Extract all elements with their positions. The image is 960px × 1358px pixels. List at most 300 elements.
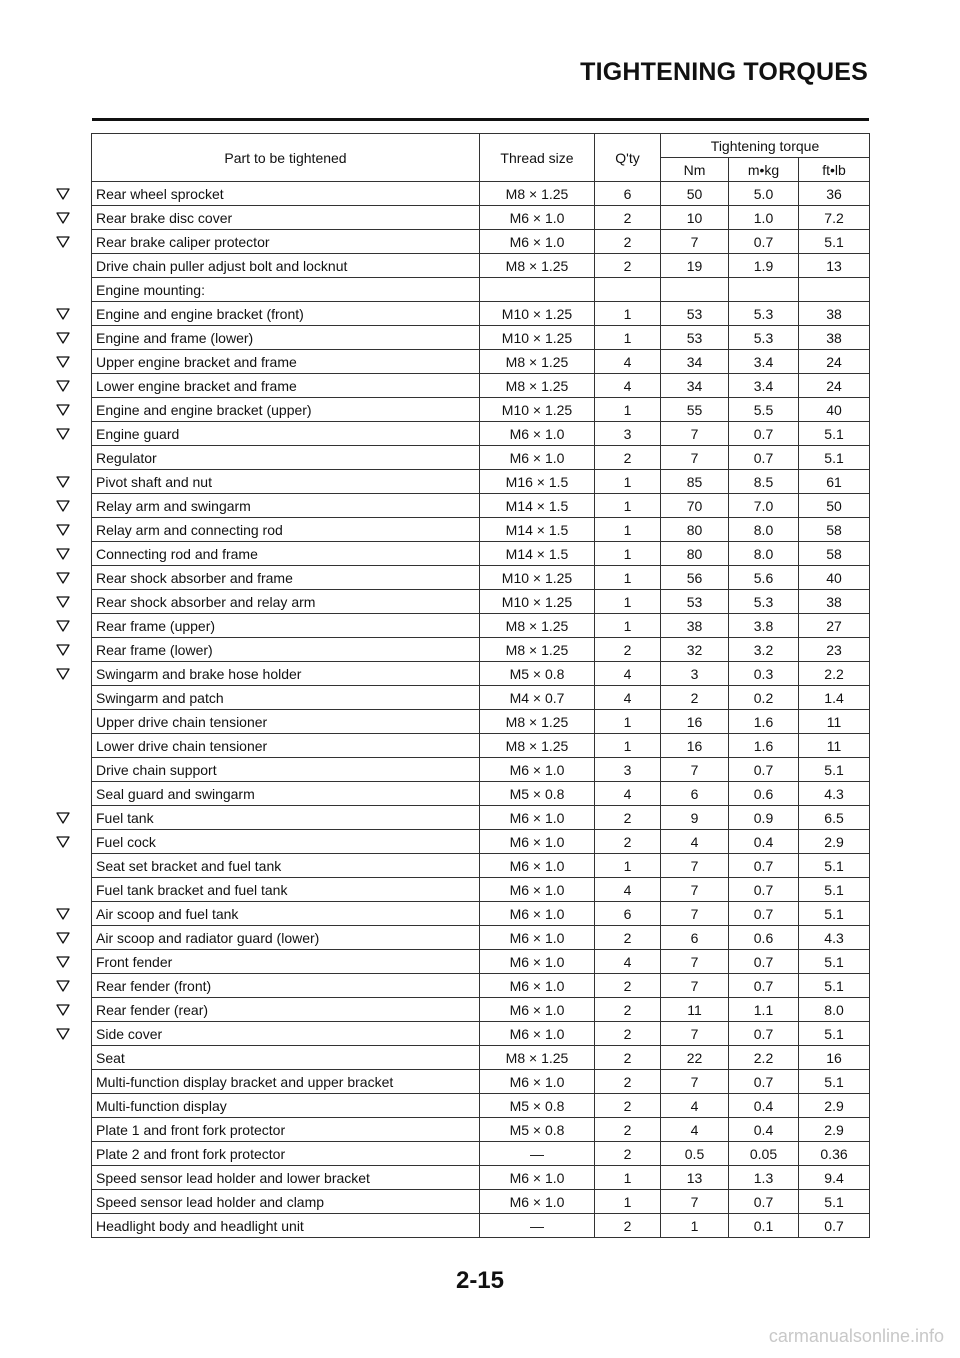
table-row [92,710,870,734]
torque-ftlb-cell: 6.5 [799,806,870,830]
triangle-mark-icon [56,188,72,202]
torque-ftlb-cell: 4.3 [799,926,870,950]
part-cell: Engine guard [92,422,480,446]
torque-nm-cell: 1 [661,1214,729,1238]
part-cell: Rear frame (lower) [92,638,480,662]
part-cell: Speed sensor lead holder and lower bracket [92,1166,480,1190]
triangle-mark-icon [56,596,72,610]
table-row [92,254,870,278]
part-cell: Drive chain support [92,758,480,782]
torque-mkg-cell: 3.4 [729,350,799,374]
torque-ftlb-cell: 5.1 [799,974,870,998]
header-part: Part to be tightened [92,134,480,182]
torque-ftlb-cell: 1.4 [799,686,870,710]
torque-nm-cell: 7 [661,1070,729,1094]
quantity-cell: 2 [595,446,661,470]
torque-nm-cell: 7 [661,854,729,878]
table-row [92,974,870,998]
table-row [92,878,870,902]
torque-ftlb-cell: 5.1 [799,1070,870,1094]
triangle-mark-icon [56,980,72,994]
torque-nm-cell: 53 [661,590,729,614]
table-row [92,638,870,662]
torque-mkg-cell: 0.7 [729,854,799,878]
torque-nm-cell: 7 [661,446,729,470]
torque-ftlb-cell: 38 [799,590,870,614]
torque-nm-cell: 4 [661,1118,729,1142]
triangle-mark-icon [56,620,72,634]
quantity-cell: 2 [595,998,661,1022]
quantity-cell: 6 [595,902,661,926]
torque-mkg-cell: 0.9 [729,806,799,830]
torque-ftlb-cell: 5.1 [799,878,870,902]
torque-mkg-cell: 3.2 [729,638,799,662]
triangle-mark-icon [56,212,72,226]
torque-mkg-cell: 1.9 [729,254,799,278]
torque-mkg-cell: 1.1 [729,998,799,1022]
torque-mkg-cell: 1.0 [729,206,799,230]
header-tightening-torque: Tightening torque [661,134,870,158]
thread-size-cell: — [480,1214,595,1238]
quantity-cell: 3 [595,758,661,782]
torque-nm-cell: 6 [661,926,729,950]
thread-size-cell: M6 × 1.0 [480,926,595,950]
torque-mkg-cell: 7.0 [729,494,799,518]
thread-size-cell: M5 × 0.8 [480,662,595,686]
thread-size-cell: M8 × 1.25 [480,350,595,374]
table-row [92,1046,870,1070]
torque-mkg-cell: 0.05 [729,1142,799,1166]
thread-size-cell: M6 × 1.0 [480,1190,595,1214]
torque-nm-cell: 10 [661,206,729,230]
torque-ftlb-cell: 2.9 [799,830,870,854]
torque-ftlb-cell: 0.36 [799,1142,870,1166]
thread-size-cell: M6 × 1.0 [480,878,595,902]
part-cell: Engine and engine bracket (upper) [92,398,480,422]
table-row [92,422,870,446]
thread-size-cell: M6 × 1.0 [480,830,595,854]
table-row [92,1070,870,1094]
thread-size-cell: M6 × 1.0 [480,758,595,782]
table-row [92,446,870,470]
torque-mkg-cell [729,278,799,302]
torque-nm-cell: 7 [661,758,729,782]
thread-size-cell: M6 × 1.0 [480,902,595,926]
torque-nm-cell: 85 [661,470,729,494]
table-row [92,566,870,590]
table-row [92,1166,870,1190]
part-cell: Rear shock absorber and relay arm [92,590,480,614]
torque-ftlb-cell: 38 [799,302,870,326]
torque-nm-cell: 34 [661,350,729,374]
part-cell: Air scoop and radiator guard (lower) [92,926,480,950]
thread-size-cell: M8 × 1.25 [480,710,595,734]
quantity-cell: 4 [595,662,661,686]
torque-mkg-cell: 1.3 [729,1166,799,1190]
torque-ftlb-cell: 58 [799,518,870,542]
triangle-mark-icon [56,1028,72,1042]
thread-size-cell: M8 × 1.25 [480,182,595,206]
thread-size-cell: M10 × 1.25 [480,398,595,422]
part-cell: Relay arm and swingarm [92,494,480,518]
torque-mkg-cell: 2.2 [729,1046,799,1070]
torque-mkg-cell: 0.6 [729,926,799,950]
torque-nm-cell: 19 [661,254,729,278]
thread-size-cell: M6 × 1.0 [480,1166,595,1190]
triangle-mark-icon [56,356,72,370]
torque-mkg-cell: 0.7 [729,1022,799,1046]
torque-ftlb-cell: 5.1 [799,446,870,470]
part-cell: Headlight body and headlight unit [92,1214,480,1238]
part-cell: Speed sensor lead holder and clamp [92,1190,480,1214]
quantity-cell: 3 [595,422,661,446]
thread-size-cell: M6 × 1.0 [480,422,595,446]
quantity-cell: 1 [595,734,661,758]
header-ftlb: ft•lb [799,158,870,182]
triangle-mark-icon [56,428,72,442]
torque-nm-cell: 7 [661,422,729,446]
torque-ftlb-cell: 5.1 [799,902,870,926]
quantity-cell: 1 [595,518,661,542]
quantity-cell: 1 [595,590,661,614]
torque-nm-cell: 16 [661,710,729,734]
table-row [92,926,870,950]
torque-mkg-cell: 0.4 [729,830,799,854]
triangle-mark-icon [56,308,72,322]
torque-mkg-cell: 0.7 [729,950,799,974]
torque-ftlb-cell: 40 [799,398,870,422]
table-row [92,398,870,422]
thread-size-cell: — [480,1142,595,1166]
triangle-mark-icon [56,380,72,394]
torque-nm-cell: 16 [661,734,729,758]
torque-ftlb-cell: 23 [799,638,870,662]
torque-mkg-cell: 8.0 [729,542,799,566]
part-cell: Fuel cock [92,830,480,854]
thread-size-cell: M6 × 1.0 [480,206,595,230]
table-row [92,950,870,974]
torque-table [91,133,870,1238]
torque-ftlb-cell: 4.3 [799,782,870,806]
torque-mkg-cell: 5.6 [729,566,799,590]
torque-nm-cell [661,278,729,302]
part-cell: Engine mounting: [92,278,480,302]
torque-mkg-cell: 0.7 [729,230,799,254]
thread-size-cell: M8 × 1.25 [480,638,595,662]
table-row [92,1214,870,1238]
torque-ftlb-cell: 24 [799,374,870,398]
torque-nm-cell: 9 [661,806,729,830]
torque-ftlb-cell: 5.1 [799,1022,870,1046]
quantity-cell: 6 [595,182,661,206]
torque-ftlb-cell: 7.2 [799,206,870,230]
quantity-cell: 1 [595,854,661,878]
torque-mkg-cell: 0.4 [729,1118,799,1142]
torque-nm-cell: 22 [661,1046,729,1070]
table-row [92,1142,870,1166]
part-cell: Seat set bracket and fuel tank [92,854,480,878]
torque-ftlb-cell: 5.1 [799,854,870,878]
torque-ftlb-cell: 36 [799,182,870,206]
part-cell: Rear fender (front) [92,974,480,998]
thread-size-cell: M8 × 1.25 [480,734,595,758]
torque-ftlb-cell: 2.9 [799,1094,870,1118]
part-cell: Plate 1 and front fork protector [92,1118,480,1142]
torque-ftlb-cell: 2.9 [799,1118,870,1142]
torque-mkg-cell: 5.0 [729,182,799,206]
quantity-cell: 2 [595,206,661,230]
thread-size-cell: M8 × 1.25 [480,1046,595,1070]
part-cell: Connecting rod and frame [92,542,480,566]
thread-size-cell: M14 × 1.5 [480,494,595,518]
thread-size-cell: M6 × 1.0 [480,230,595,254]
quantity-cell: 2 [595,230,661,254]
torque-nm-cell: 7 [661,950,729,974]
quantity-cell: 1 [595,566,661,590]
header-thread-size: Thread size [480,134,595,182]
table-row [92,542,870,566]
triangle-mark-icon [56,548,72,562]
torque-nm-cell: 11 [661,998,729,1022]
table-row [92,326,870,350]
part-cell: Front fender [92,950,480,974]
quantity-cell: 2 [595,1118,661,1142]
thread-size-cell: M10 × 1.25 [480,302,595,326]
part-cell: Air scoop and fuel tank [92,902,480,926]
part-cell: Rear wheel sprocket [92,182,480,206]
part-cell: Lower drive chain tensioner [92,734,480,758]
watermark: carmanualsonline.info [768,1326,944,1346]
table-row [92,302,870,326]
quantity-cell: 2 [595,1214,661,1238]
part-cell: Multi-function display bracket and upper bracket [92,1070,480,1094]
table-row [92,854,870,878]
torque-nm-cell: 3 [661,662,729,686]
torque-nm-cell: 6 [661,782,729,806]
torque-nm-cell: 0.5 [661,1142,729,1166]
thread-size-cell: M6 × 1.0 [480,998,595,1022]
torque-nm-cell: 80 [661,542,729,566]
triangle-mark-icon [56,836,72,850]
torque-mkg-cell: 0.7 [729,902,799,926]
table-row [92,614,870,638]
quantity-cell: 4 [595,782,661,806]
quantity-cell: 1 [595,710,661,734]
part-cell: Rear shock absorber and frame [92,566,480,590]
torque-ftlb-cell: 24 [799,350,870,374]
table-row [92,734,870,758]
table-row [92,350,870,374]
torque-mkg-cell: 5.3 [729,326,799,350]
torque-nm-cell: 7 [661,230,729,254]
page-title: TIGHTENING TORQUES [580,58,868,86]
table-row [92,278,870,302]
quantity-cell: 1 [595,494,661,518]
triangle-mark-icon [56,956,72,970]
torque-nm-cell: 56 [661,566,729,590]
thread-size-cell: M6 × 1.0 [480,446,595,470]
part-cell: Engine and frame (lower) [92,326,480,350]
torque-nm-cell: 7 [661,1022,729,1046]
torque-nm-cell: 53 [661,326,729,350]
quantity-cell: 2 [595,806,661,830]
torque-ftlb-cell: 5.1 [799,758,870,782]
quantity-cell: 2 [595,1046,661,1070]
part-cell: Engine and engine bracket (front) [92,302,480,326]
table-row [92,662,870,686]
torque-nm-cell: 2 [661,686,729,710]
torque-ftlb-cell: 50 [799,494,870,518]
quantity-cell: 4 [595,350,661,374]
quantity-cell: 2 [595,1142,661,1166]
torque-ftlb-cell: 38 [799,326,870,350]
table-row [92,590,870,614]
torque-nm-cell: 7 [661,974,729,998]
part-cell: Pivot shaft and nut [92,470,480,494]
torque-nm-cell: 50 [661,182,729,206]
thread-size-cell: M8 × 1.25 [480,374,595,398]
quantity-cell: 1 [595,470,661,494]
quantity-cell: 2 [595,974,661,998]
triangle-mark-icon [56,476,72,490]
torque-mkg-cell: 0.7 [729,878,799,902]
triangle-mark-icon [56,812,72,826]
quantity-cell: 2 [595,254,661,278]
header-quantity: Q'ty [595,134,661,182]
torque-mkg-cell: 1.6 [729,734,799,758]
torque-mkg-cell: 0.4 [729,1094,799,1118]
torque-ftlb-cell: 61 [799,470,870,494]
quantity-cell: 2 [595,926,661,950]
torque-nm-cell: 53 [661,302,729,326]
quantity-cell: 4 [595,686,661,710]
table-row [92,806,870,830]
part-cell: Rear brake disc cover [92,206,480,230]
table-row [92,494,870,518]
header-nm: Nm [661,158,729,182]
part-cell: Rear brake caliper protector [92,230,480,254]
quantity-cell: 1 [595,614,661,638]
torque-table-body [92,182,870,1238]
thread-size-cell: M5 × 0.8 [480,1118,595,1142]
table-row [92,470,870,494]
quantity-cell [595,278,661,302]
table-row [92,230,870,254]
torque-mkg-cell: 0.1 [729,1214,799,1238]
torque-mkg-cell: 0.7 [729,446,799,470]
thread-size-cell: M10 × 1.25 [480,566,595,590]
thread-size-cell: M6 × 1.0 [480,1022,595,1046]
part-cell: Side cover [92,1022,480,1046]
thread-size-cell [480,278,595,302]
torque-mkg-cell: 3.8 [729,614,799,638]
torque-mkg-cell: 0.7 [729,974,799,998]
table-row [92,830,870,854]
thread-size-cell: M16 × 1.5 [480,470,595,494]
thread-size-cell: M10 × 1.25 [480,590,595,614]
thread-size-cell: M14 × 1.5 [480,542,595,566]
torque-ftlb-cell: 27 [799,614,870,638]
triangle-mark-icon [56,236,72,250]
part-cell: Plate 2 and front fork protector [92,1142,480,1166]
quantity-cell: 1 [595,1190,661,1214]
triangle-mark-icon [56,500,72,514]
torque-nm-cell: 70 [661,494,729,518]
triangle-mark-icon [56,908,72,922]
part-cell: Swingarm and patch [92,686,480,710]
torque-mkg-cell: 0.3 [729,662,799,686]
table-row [92,1118,870,1142]
torque-ftlb-cell: 5.1 [799,950,870,974]
torque-ftlb-cell: 2.2 [799,662,870,686]
table-row [92,902,870,926]
table-row [92,758,870,782]
quantity-cell: 4 [595,950,661,974]
torque-mkg-cell: 0.7 [729,1190,799,1214]
part-cell: Seat [92,1046,480,1070]
torque-nm-cell: 32 [661,638,729,662]
part-cell: Rear fender (rear) [92,998,480,1022]
part-cell: Regulator [92,446,480,470]
thread-size-cell: M6 × 1.0 [480,854,595,878]
table-row [92,182,870,206]
torque-nm-cell: 80 [661,518,729,542]
torque-mkg-cell: 3.4 [729,374,799,398]
thread-size-cell: M8 × 1.25 [480,254,595,278]
thread-size-cell: M6 × 1.0 [480,806,595,830]
torque-mkg-cell: 5.5 [729,398,799,422]
part-cell: Upper drive chain tensioner [92,710,480,734]
thread-size-cell: M4 × 0.7 [480,686,595,710]
part-cell: Lower engine bracket and frame [92,374,480,398]
table-row [92,374,870,398]
torque-ftlb-cell: 5.1 [799,1190,870,1214]
torque-ftlb-cell: 11 [799,734,870,758]
part-cell: Fuel tank bracket and fuel tank [92,878,480,902]
table-row [92,1094,870,1118]
torque-mkg-cell: 1.6 [729,710,799,734]
torque-ftlb-cell: 5.1 [799,422,870,446]
part-cell: Upper engine bracket and frame [92,350,480,374]
table-row [92,1022,870,1046]
torque-ftlb-cell: 58 [799,542,870,566]
torque-ftlb-cell: 9.4 [799,1166,870,1190]
quantity-cell: 2 [595,1070,661,1094]
quantity-cell: 2 [595,638,661,662]
torque-nm-cell: 7 [661,1190,729,1214]
torque-mkg-cell: 0.7 [729,758,799,782]
table-row [92,782,870,806]
torque-nm-cell: 7 [661,878,729,902]
torque-ftlb-cell [799,278,870,302]
quantity-cell: 4 [595,374,661,398]
torque-nm-cell: 4 [661,830,729,854]
torque-ftlb-cell: 13 [799,254,870,278]
torque-ftlb-cell: 11 [799,710,870,734]
torque-ftlb-cell: 0.7 [799,1214,870,1238]
torque-mkg-cell: 8.5 [729,470,799,494]
part-cell: Relay arm and connecting rod [92,518,480,542]
thread-size-cell: M10 × 1.25 [480,326,595,350]
quantity-cell: 1 [595,1166,661,1190]
torque-ftlb-cell: 8.0 [799,998,870,1022]
quantity-cell: 1 [595,302,661,326]
table-row [92,686,870,710]
triangle-mark-icon [56,572,72,586]
part-cell: Seal guard and swingarm [92,782,480,806]
part-cell: Rear frame (upper) [92,614,480,638]
part-cell: Multi-function display [92,1094,480,1118]
